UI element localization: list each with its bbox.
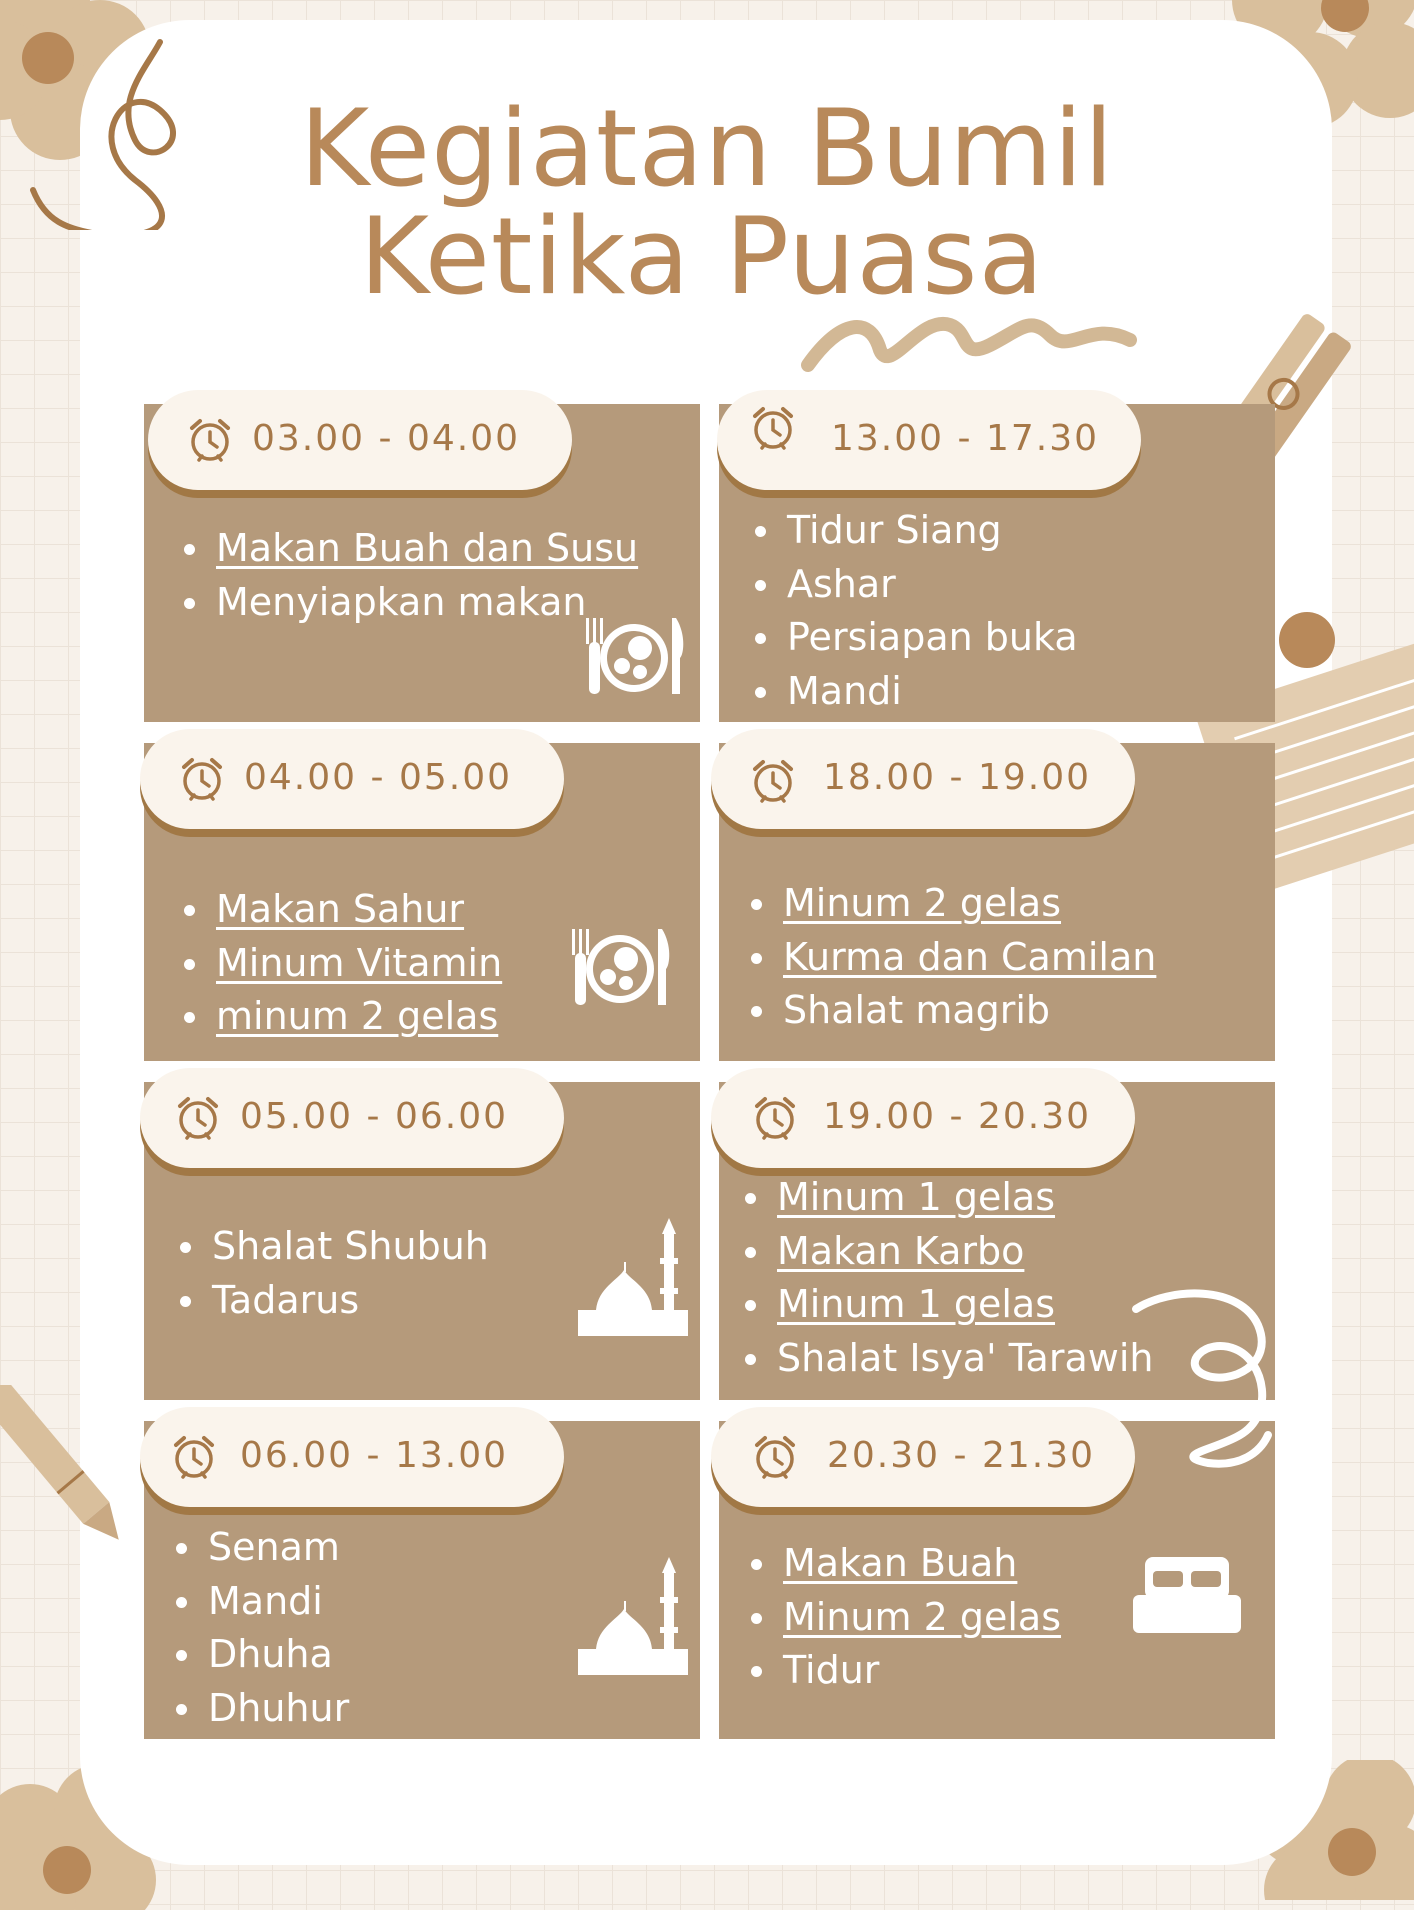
list-item: Persiapan buka [755,611,1078,665]
activity-list [745,1171,1153,1385]
time-range: 06.00 - 13.00 [240,1435,508,1476]
list-item: Minum 2 gelas [751,877,1156,931]
swirl-scribble-top-left [25,30,185,230]
list-item: Dhuhur [176,1682,349,1736]
time-pill [140,729,564,829]
time-range: 19.00 - 20.30 [823,1096,1091,1137]
time-pill [148,390,572,490]
time-pill [717,390,1141,490]
activity-list [184,883,502,1044]
time-pill [140,1407,564,1507]
mosque-icon [576,1218,688,1348]
list-item: Ashar [755,558,1078,612]
alarm-clock-icon [170,1433,218,1481]
alarm-clock-icon [751,1094,799,1142]
list-item: Makan Sahur [184,883,502,937]
mosque-icon [576,1557,688,1687]
list-item: Tidur [751,1644,1061,1698]
list-item: Dhuha [176,1628,349,1682]
list-item: Mandi [755,665,1078,719]
activity-list [180,1220,489,1327]
time-range: 20.30 - 21.30 [827,1435,1095,1476]
list-item: Senam [176,1521,349,1575]
list-item: Tidur Siang [755,504,1078,558]
list-item: Menyiapkan makan [184,576,638,630]
schedule-card-0600 [144,1421,700,1739]
page-title [200,87,1214,318]
schedule-card-0400 [144,743,700,1061]
activity-list [751,1537,1061,1698]
schedule-card-1800 [719,743,1275,1061]
swirl-scribble-right [1130,1285,1280,1475]
time-range: 05.00 - 06.00 [240,1096,508,1137]
time-range: 18.00 - 19.00 [823,757,1091,798]
schedule-card-1300 [719,404,1275,722]
time-pill [711,1407,1135,1507]
alarm-clock-icon [174,1094,222,1142]
pencil-decoration [0,1385,120,1545]
activity-list [184,522,638,629]
title-line-2: Ketika Puasa [359,195,1045,318]
activity-list [176,1521,349,1735]
schedule-card-0500 [144,1082,700,1400]
alarm-clock-icon [751,1433,799,1481]
list-item: Shalat magrib [751,984,1156,1038]
activity-list [751,877,1156,1038]
plate-icon [570,925,674,1009]
list-item: Makan Buah [751,1537,1061,1591]
list-item: Mandi [176,1575,349,1629]
time-pill [140,1068,564,1168]
activity-list [755,504,1078,718]
time-range: 04.00 - 05.00 [244,757,512,798]
alarm-clock-icon [749,757,797,805]
list-item: Minum Vitamin [184,937,502,991]
list-item: Kurma dan Camilan [751,931,1156,985]
list-item: minum 2 gelas [184,990,502,1044]
plate-icon [584,614,688,698]
schedule-card-0300 [144,404,700,722]
list-item: Makan Buah dan Susu [184,522,638,576]
list-item: Shalat Isya' Tarawih [745,1332,1153,1386]
list-item: Minum 1 gelas [745,1278,1153,1332]
alarm-clock-icon [186,416,234,464]
list-item: Minum 2 gelas [751,1591,1061,1645]
list-item: Makan Karbo [745,1225,1153,1279]
list-item: Minum 1 gelas [745,1171,1153,1225]
title-line-1: Kegiatan Bumil [299,87,1115,210]
list-item: Tadarus [180,1274,489,1328]
time-pill [711,1068,1135,1168]
alarm-clock-icon [178,755,226,803]
bed-icon [1131,1555,1243,1635]
list-item: Shalat Shubuh [180,1220,489,1274]
alarm-clock-icon [749,404,797,452]
time-range: 13.00 - 17.30 [831,418,1099,459]
time-pill [711,729,1135,829]
time-range: 03.00 - 04.00 [252,418,520,459]
